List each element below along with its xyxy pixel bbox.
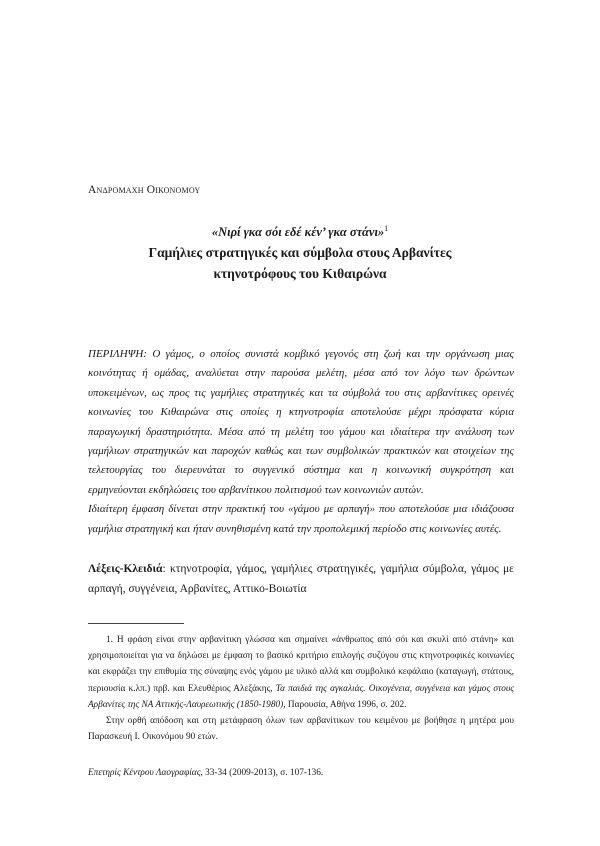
title-line-3: κτηνοτρόφους του Κιθαιρώνα	[213, 266, 387, 282]
title-line-2: Γαμήλιες στρατηγικές και σύμβολα στους Αρβανίτες	[148, 245, 452, 261]
footnotes	[88, 632, 514, 745]
footnote-divider	[88, 623, 184, 624]
footnote-2: Στην ορθή απόδοση και στη μετάφραση όλων των αρβανίτικων του κειμένου με βοήθησε η μητέρα μου Παρασκευή Ι. Οικονόμου 90 ετών.	[88, 716, 514, 743]
journal-details: , 33-34 (2009-2013), σ. 107-136.	[200, 768, 324, 778]
keywords-label: Λέξεις-Κλειδιά	[88, 563, 163, 575]
footnote-1-book-title: Τα παιδιά της αγκαλιάς. Οικογένεια, συγγένεια και γάμος στους Αρβανίτες της ΝΑ Αττικής-Λαυρεωτικής (1850-1980)	[88, 683, 514, 710]
journal-name: Επετηρίς Κέντρου Λαογραφίας	[88, 768, 201, 778]
abstract-label: ΠΕΡΙΛΗΨΗ:	[88, 348, 147, 360]
journal-citation	[88, 766, 518, 780]
footnote-1-publisher: , Παρουσία, Αθήνα 1996, σ. 202.	[283, 699, 407, 710]
keywords	[88, 560, 514, 599]
keywords-text: : κτηνοτροφία, γάμος, γαμήλιες στρατηγικές, γαμήλια σύμβολα, γάμος με αρπαγή, συγγένεια, Αρβανίτες, Αττικο-Βοιωτία	[88, 563, 514, 595]
abstract-text-1: Ο γάμος, ο οποίος συνιστά κομβικό γεγονός στη ζωή και την οργάνωση μιας κοινότητας ή ομάδας, αναλύεται στην παρούσα μελέτη, μέσα από τον λόγο των δρώντων υποκειμένων, ως προς τις γαμήλιες στρατηγικές και τα σύμβολά του στις αρβανίτικες ορεινές κοινωνίες του Κιθαιρώνα στις οποίες η κτηνοτροφία αποτελούσε μέχρι πρόσφατα κύρια παραγωγική δραστηριότητα. Μέσα από τη μελέτη του γάμου και ιδιαίτερα την ανάλυση των γαμήλιων στρατηγικών και παροχών καθώς και των συμβολικών πρακτικών και στοιχείων της τελετουργίας του διερευνάται το συγγενικό σύστημα και η κοινωνική συγκρότηση και ερμηνεύονται εκδηλώσεις του αρβανίτικου πολιτισμού των κοινωνιών αυτών.	[88, 348, 515, 496]
title-quote-line	[80, 219, 520, 242]
abstract-paragraph-1	[88, 345, 514, 500]
author-name: Ανδρομαχη Οικονομου	[88, 184, 201, 196]
title-quote: «Νιρί γκα σόι εδέ κέν’ γκα στάνι»	[211, 225, 385, 240]
footnote-1-text: 1. Η φράση είναι στην αρβανίτικη γλώσσα και σημαίνει «άνθρωπος από σόι και σκυλί από στάνη» και χρησιμοποιείται για να δηλώσει με έμφαση το βασικό κριτήριο επιλογής συζύγου στις κτηνοτροφικές κοινωνίες και εκφράζει την επιθυμία της σύναψης ενός γάμου με υλικό αλλά και συμβολικό κεφάλαιο (καταγωγή, στάτους, περιουσία κ.λπ.) πρβ. και Ελευθέριος Αλεξάκης,	[88, 635, 514, 694]
title-footnote-mark: 1	[384, 224, 389, 233]
abstract	[88, 345, 514, 539]
footnote-1	[88, 632, 514, 713]
abstract-paragraph-2: Ιδιαίτερη έμφαση δίνεται στην πρακτική του «γάμου με αρπαγή» που αποτελούσε μια ιδιάζουσα γαμήλια στρατηγική και ήταν συνηθισμένη κατά την προπολεμική περίοδο στις κοινωνίες αυτές.	[88, 503, 514, 535]
article-title	[80, 219, 520, 284]
